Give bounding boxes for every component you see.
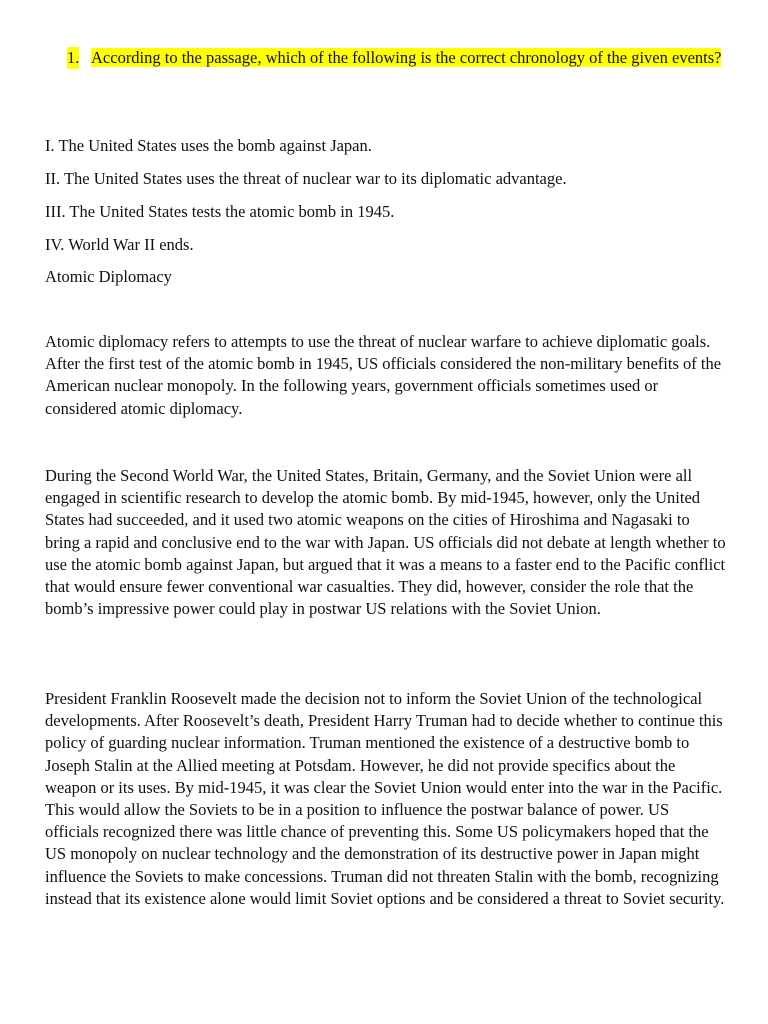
option-iii: III. The United States tests the atomic bomb in 1945. [45, 202, 395, 221]
question-text-block [91, 47, 731, 69]
passage-paragraph-1: Atomic diplomacy refers to attempts to use the threat of nuclear warfare to achieve diplomatic goals. After the first test of the atomic bomb in 1945, US officials considered the non-military benefits of the American nuclear monopoly. In the following years, government officials sometimes used or considered atomic diplomacy. [45, 332, 722, 418]
option-i: I. The United States uses the bomb against Japan. [45, 136, 372, 155]
question-number: 1. [67, 48, 80, 67]
passage-title: Atomic Diplomacy [45, 267, 172, 286]
option-iv: IV. World War II ends. [45, 235, 194, 254]
option-ii: II. The United States uses the threat of nuclear war to its diplomatic advantage. [45, 169, 567, 188]
question-text: According to the passage, which of the following is the correct chronology of the given events? [91, 48, 722, 67]
passage-paragraph-3: President Franklin Roosevelt made the decision not to inform the Soviet Union of the technological developments. After Roosevelt’s death, President Harry Truman had to decide whether to continue this policy of guarding nuclear information. Truman mentioned the existence of a destructive bomb to Joseph Stalin at the Allied meeting at Potsdam. However, he did not provide specifics about the weapon or its uses. By mid-1945, it was clear the Soviet Union would enter into the war in the Pacific. This would allow the Soviets to be in a position to influence the postwar balance of power. US officials recognized there was little chance of preventing this. Some US policymakers hoped that the US monopoly on nuclear technology and the demonstration of its destructive power in Japan might influence the Soviets to make concessions. Truman did not threaten Stalin with the bomb, recognizing instead that its existence alone would limit Soviet options and be considered a threat to Soviet security. [45, 689, 725, 908]
passage-paragraph-2: During the Second World War, the United States, Britain, Germany, and the Soviet Union were all engaged in scientific research to develop the atomic bomb. By mid-1945, however, only the United States had succeeded, and it used two atomic weapons on the cities of Hiroshima and Nagasaki to bring a rapid and conclusive end to the war with Japan. US officials did not debate at length whether to use the atomic bomb against Japan, but argued that it was a means to a faster end to the Pacific conflict that would ensure fewer conventional war casualties. They did, however, consider the role that the bomb’s impressive power could play in postwar US relations with the Soviet Union. [45, 466, 726, 619]
